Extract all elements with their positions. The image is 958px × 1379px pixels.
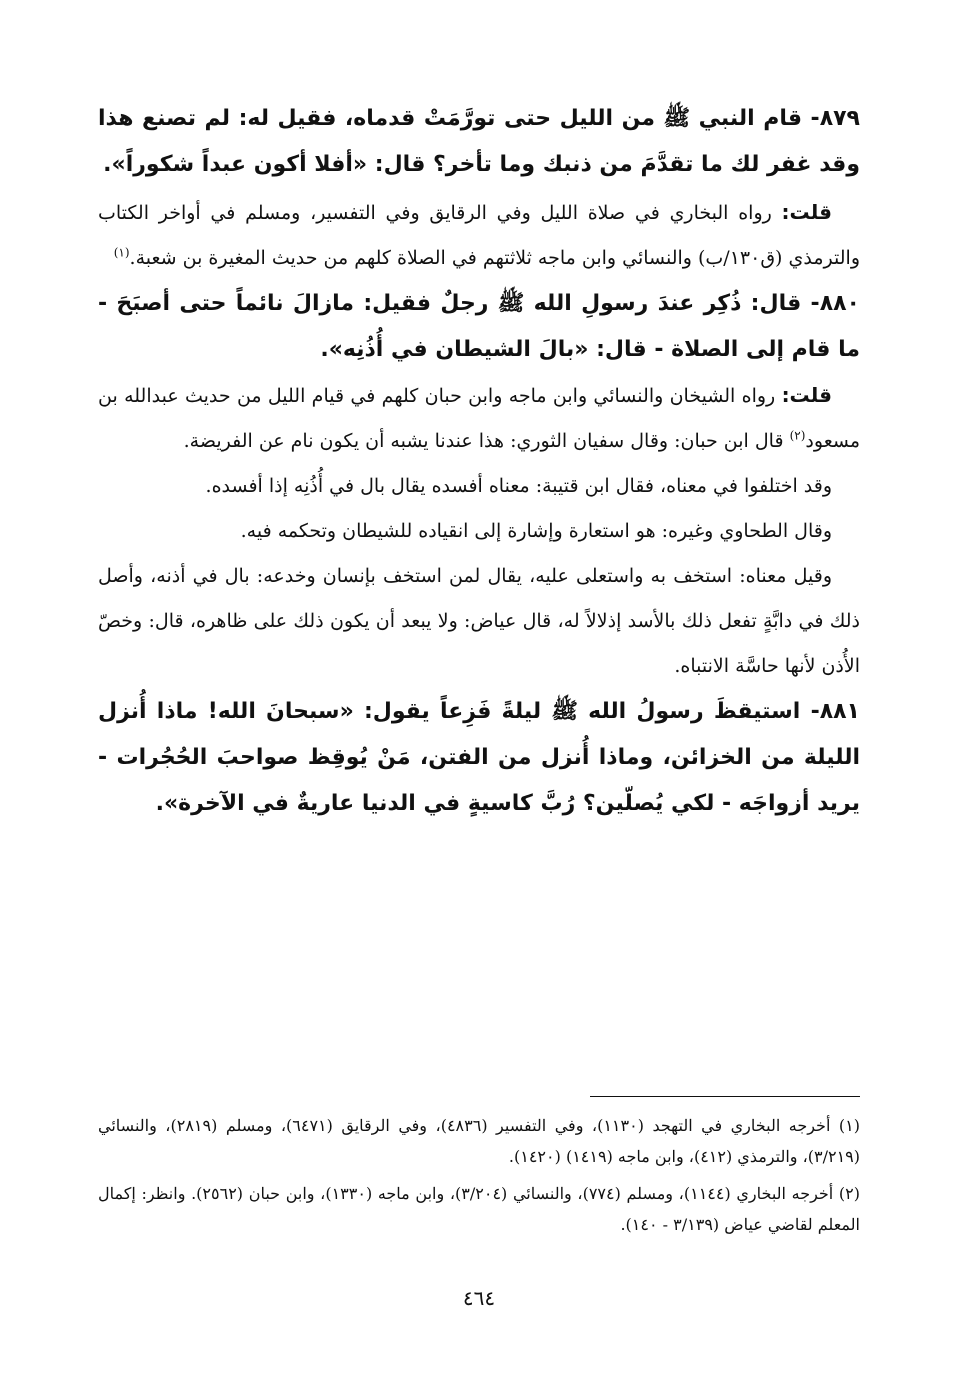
footnote-2: (٢) أخرجه البخاري (١١٤٤)، ومسلم (٧٧٤)، والنسائي (٣/٢٠٤)، وابن ماجه (١٣٣٠)، وابن حبان (٢٥٦٢). وانظر: إكمال المعلم لقاضي عياض (٣/١٣٩ - ١٤٠). (98, 1184, 860, 1234)
paragraph-tahawi: وقال الطحاوي وغيره: هو استعارة وإشارة إلى انقياده للشيطان وتحكمه فيه. (240, 520, 832, 542)
hadith-881 (98, 689, 860, 827)
hadith-879 (98, 96, 860, 188)
commentary-text: رواه البخاري في صلاة الليل وفي الرقايق وفي التفسير، ومسلم في أواخر الكتاب والترمذي (ق١٣٠/ب) والنسائي وابن ماجه ثلاثتهم في الصلاة كلهم من حديث المغيرة بن شعبة. (98, 202, 860, 269)
hadith-text: استيقظَ رسولُ الله ﷺ ليلةً فَزِعاً يقول: «سبحانَ الله! ماذا أُنزل الليلة من الخزائن، وماذا أُنزل من الفتن، مَنْ يُوقِظ صواحبَ الحُجُرات - يريد أزواجَه - لكي يُصلّين؟ رُبَّ كاسيةٍ في الدنيا عاريةٌ في الآخرة». (98, 699, 860, 816)
qult-label: قلت: (781, 383, 832, 407)
main-text (98, 96, 860, 827)
paragraph-meaning: وقيل معناه: استخف به واستعلى عليه، يقال لمن استخف بإنسان وخدعه: بال في أذنه، وأصل ذلك في دابَّةٍ تفعل ذلك بالأسد إذلالاً له، قال عياض: ولا يبعد أن يكون ذلك على ظاهره، قال: وخصّ الأُذن لأنها حاسَّة الانتباه. (98, 565, 860, 677)
paragraph-ibn-qutayba: وقد اختلفوا في معناه، فقال ابن قتيبة: معناه أفسده يقال بال في أُذُنِه إذا أفسده. (205, 475, 832, 497)
commentary-879 (98, 190, 860, 281)
hadith-text: قال: ذُكِر عندَ رسولِ الله ﷺ رجلٌ فقيل: مازالَ نائماً حتى أصبَحَ - ما قام إلى الصلاة - قال: «بالَ الشيطان في أُذُنِه». (98, 291, 860, 362)
commentary-880 (98, 373, 860, 464)
footnote-1: (١) أخرجه البخاري في التهجد (١١٣٠)، وفي التفسير (٤٨٣٦)، وفي الرقايق (٦٤٧١)، ومسلم (٢٨١٩)، والنسائي (٣/٢١٩)، والترمذي (٤١٢)، وابن ماجه (١٤١٩) (١٤٢٠). (98, 1116, 860, 1166)
hadith-880 (98, 281, 860, 373)
page-number: ٤٦٤ (462, 1286, 496, 1310)
qult-label: قلت: (781, 200, 832, 224)
footnotes (98, 1110, 860, 1246)
footnote-ref-1[interactable]: (١) (113, 245, 130, 260)
hadith-number: ٨٧٩- (810, 106, 860, 131)
hadith-text: قام النبي ﷺ من الليل حتى تورَّمَتْ قدماه، فقيل له: لم تصنع هذا وقد غفر لك ما تقدَّمَ من ذنبك وما تأخر؟ قال: «أفلا أكون عبداً شكوراً». (98, 106, 860, 177)
commentary-text-b: قال ابن حبان: وقال سفيان الثوري: هذا عندنا يشبه أن يكون نام عن الفريضة. (183, 430, 784, 452)
footnote-ref-2[interactable]: (٢) (789, 428, 806, 443)
hadith-number: ٨٨٠- (810, 291, 860, 316)
footnote-separator (590, 1096, 860, 1097)
commentary-text-a: رواه الشيخان والنسائي وابن ماجه وابن حبان كلهم في قيام الليل من حديث عبدالله بن مسعود (98, 385, 860, 452)
hadith-number: ٨٨١- (810, 699, 860, 724)
